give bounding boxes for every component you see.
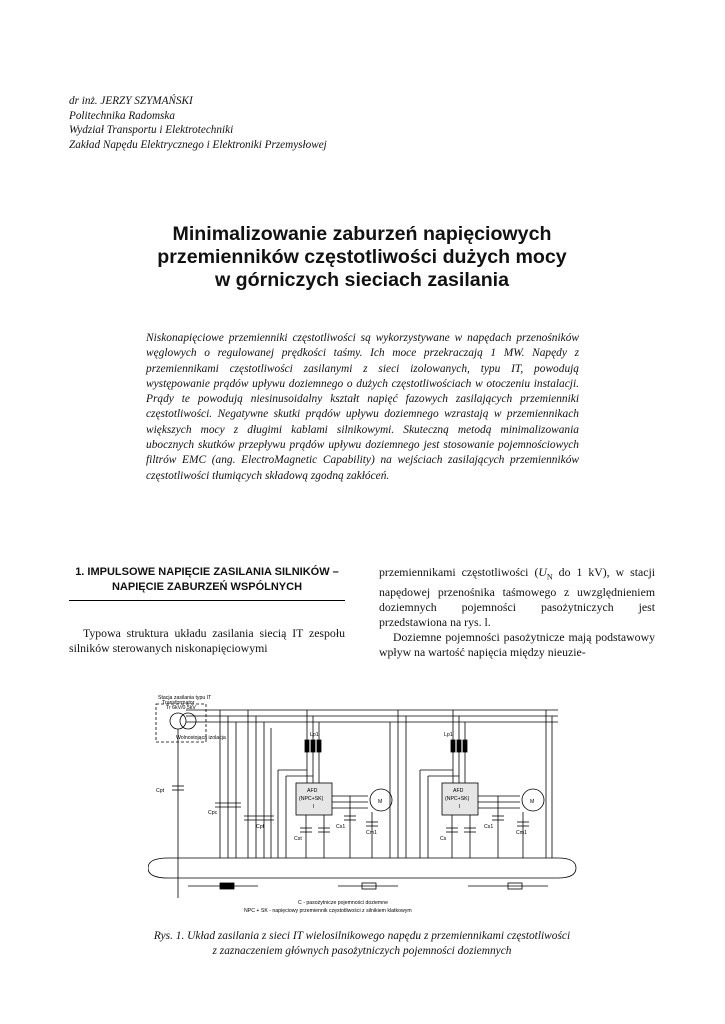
subscript-n: N: [546, 572, 553, 582]
label-voltage: Tr 6kV/0.5kV: [166, 705, 196, 711]
figure-circuit-diagram: [148, 688, 578, 918]
symbol-u: U: [538, 565, 547, 579]
abstract: Niskonapięciowe przemienniki częstotliwości są wykorzystywane w napędach przenośników węglowych o regulowanej prędkości taśmy. Ich moce przekraczają 1 MW. Napędy z przemiennikami częstotliwości zasilanymi z sieci izolowanych, typu IT, powodują występowanie prądów upływu doziemnego o dużych częstotliwościach w otoczeniu instalacji. Prądy te powodują niesinusoidalny kształt napięć fazowych zasilających przemienniki częstotliwości. Negatywne skutki prądów upływu doziemnego wzrastają w przemiennikach większych mocy z długimi kablami silnikowymi. Skuteczną metodą minimalizowania ubocznych skutków przepływu prądów upływu doziemnego jest stosowanie pojemnościowych filtrów EMC (ang. ElectroMagnetic Capability) na wejściach zasilających przemienników częstotliwości tłumiących składową zgodną zakłóceń.: [146, 332, 579, 482]
left-column: [69, 626, 345, 656]
affiliation-line: Politechnika Radomska: [69, 109, 175, 122]
heading-rule: [69, 600, 345, 601]
label-insulation: Wolnostojąca izolacja: [176, 735, 226, 741]
circuit-diagram: [148, 688, 578, 918]
label-inductor-right: Lp1: [444, 732, 453, 738]
paragraph: Typowa struktura układu zasilania siecią IT zespołu silników sterowanych niskonapięciowymi: [69, 626, 345, 656]
label-afd: (NPC+SK): [299, 796, 324, 802]
label-afd: AFD: [307, 788, 318, 794]
label-cpc: Cpc: [208, 810, 218, 816]
figure-caption: [90, 929, 634, 959]
text-run: przemiennikami częstotliwości (: [379, 565, 539, 579]
label-afd: I: [313, 804, 315, 810]
label-station: Stacja zasilania typu IT: [158, 695, 212, 701]
label-afd: AFD: [453, 788, 464, 794]
paragraph: Doziemne pojemności pasożytnicze mają podstawowy wpływ na wartość napięcia między nieuzie-: [379, 630, 655, 660]
transformer-coil: [170, 713, 186, 729]
author-block: [69, 94, 327, 152]
affiliation-line: Zakład Napędu Elektrycznego i Elektroniki Przemysłowej: [69, 138, 327, 151]
label-capacitor: Cs1: [484, 824, 494, 830]
label-afd: (NPC+SK): [445, 796, 470, 802]
transformer-coil: [180, 713, 196, 729]
legend-line: C - pasożytnicze pojemności doziemne: [298, 900, 388, 906]
label-capacitor: Cs: [440, 836, 447, 842]
author-name: dr inż. JERZY SZYMAŃSKI: [69, 95, 193, 107]
label-cpt: Cpt: [156, 788, 165, 794]
label-capacitor: Cm1: [516, 830, 527, 836]
section-heading: 1. IMPULSOWE NAPIĘCIE ZASILANIA SILNIKÓW – NAPIĘCIE ZABURZEŃ WSPÓLNYCH: [75, 566, 339, 593]
title-line: Minimalizowanie zaburzeń napięciowych: [172, 223, 552, 245]
caption-line: z zaznaczeniem głównych pasożytniczych pojemności doziemnych: [212, 945, 512, 957]
paragraph: [379, 565, 655, 630]
label-capacitor: Cm1: [366, 830, 377, 836]
paper-title: [90, 223, 634, 292]
label-motor: M: [378, 799, 383, 805]
label-transformer: Transformator: [162, 700, 195, 706]
title-line: przemienników częstotliwości dużych mocy: [157, 246, 567, 268]
caption-line: Rys. 1. Układ zasilania z sieci IT wielosilnikowego napędu z przemiennikami częstotliwości: [153, 930, 571, 942]
label-inductor-left: Lp1: [310, 732, 319, 738]
affiliation-line: Wydział Transportu i Elektrotechniki: [69, 124, 234, 136]
title-line: w górniczych sieciach zasilania: [214, 269, 510, 291]
label-afd: I: [459, 804, 461, 810]
right-column: [379, 565, 655, 661]
text-run: do 1 kV), w stacji napędowej przenośnika taśmowego z uwzględnieniem doziemnych pojemności pasożytniczych jest przedstawiona na rys. l.: [379, 565, 655, 629]
ground-oval: [148, 858, 576, 878]
label-capacitor: Cpf: [256, 824, 265, 830]
label-capacitor: Cst: [294, 836, 302, 842]
legend-line: NPC + SK - napięciowy przemiennik częstotliwości z silnikiem klatkowym: [244, 908, 412, 914]
label-capacitor: Cs1: [336, 824, 346, 830]
label-motor: M: [530, 799, 535, 805]
